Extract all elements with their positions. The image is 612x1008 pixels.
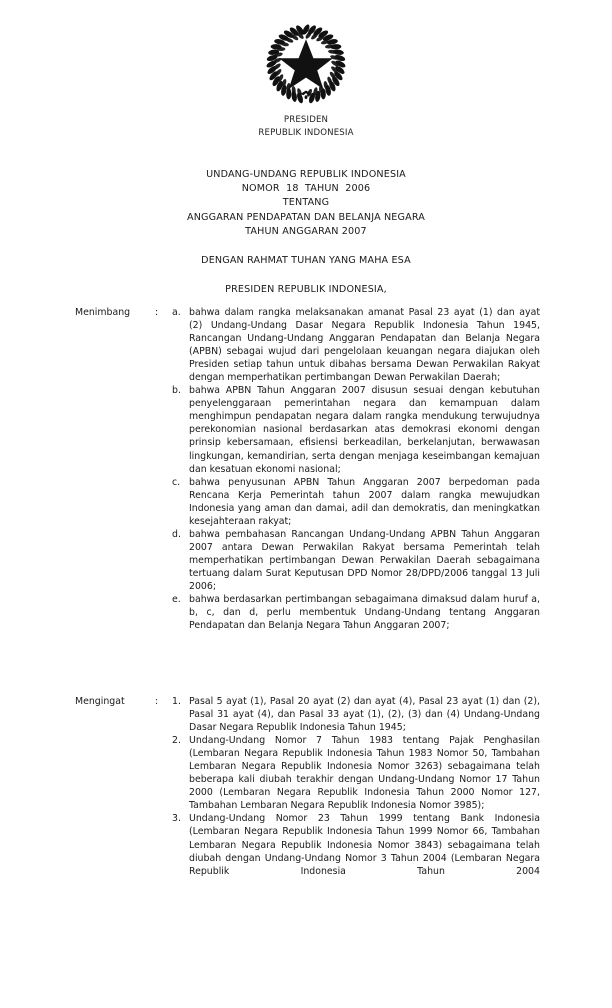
title-line-fiscal-year: TAHUN ANGGARAN 2007 [245, 225, 367, 237]
menimbang-marker-a: a. [172, 307, 181, 318]
mengingat-item-2 [172, 734, 540, 812]
menimbang-items [172, 306, 540, 632]
title-line-number: NOMOR 18 TAHUN 2006 [241, 183, 371, 195]
menimbang-text-e: bahwa berdasarkan pertimbangan sebagaimana dimaksud dalam huruf a, b, c, dan d, perlu membentuk Undang-Undang tentang Anggaran Pendapatan dan Belanja Negara Tahun Anggaran 2007; [189, 594, 540, 632]
mengingat-text-1: Pasal 5 ayat (1), Pasal 20 ayat (2) dan ayat (4), Pasal 23 ayat (1) dan (2), Pasal 31 ayat (4), dan Pasal 33 ayat (1), (2), (3) dan (4) Undang-Undang Dasar Negara Republik Indonesia Tahun 1945; [189, 696, 540, 734]
title-line-tentang: TENTANG [282, 197, 330, 209]
letterhead [0, 22, 612, 139]
mengingat-marker-1: 1. [172, 696, 181, 707]
mengingat-marker-3: 3. [172, 813, 181, 825]
indonesia-presidential-seal-icon [264, 22, 348, 106]
letterhead-caption-line-2: REPUBLIK INDONESIA [258, 127, 354, 138]
mengingat-text-3: Undang-Undang Nomor 23 Tahun 1999 tentang Bank Indonesia (Lembaran Negara Republik Indonesia Tahun 1999 Nomor 66, Tambahan Lembaran Negara Republik Indonesia Nomor 3843) sebagaimana telah diubah dengan Undang-Undang Nomor 3 Tahun 2004 (Lembaran Negara Republik Indonesia Tahun 2004 [189, 813, 540, 877]
title-line-subject: ANGGARAN PENDAPATAN DAN BELANJA NEGARA [187, 211, 425, 223]
mengingat-colon: : [155, 696, 159, 707]
document-title-block [0, 168, 612, 297]
section-menimbang [75, 306, 540, 632]
mengingat-label: Mengingat [75, 696, 125, 707]
title-spacer-1 [0, 239, 612, 254]
menimbang-item-a [172, 306, 540, 384]
menimbang-item-d [172, 528, 540, 593]
menimbang-text-a: bahwa dalam rangka melaksanakan amanat Pasal 23 ayat (1) dan ayat (2) Undang-Undang Dasar Negara Republik Indonesia Tahun 1945, Rancangan Undang-Undang Anggaran Pendapatan dan Belanja Negara (APBN) sebagai wujud dari pengelolaan keuangan negara diajukan oleh Presiden setiap tahun untuk dibahas bersama Dewan Perwakilan Rakyat dengan memperhatikan pertimbangan Dewan Perwakilan Daerah; [189, 307, 540, 384]
mengingat-marker-2: 2. [172, 735, 181, 747]
title-line-blessing: DENGAN RAHMAT TUHAN YANG MAHA ESA [201, 255, 411, 267]
menimbang-marker-c: c. [172, 476, 181, 488]
menimbang-colon: : [155, 307, 159, 318]
menimbang-item-b [172, 384, 540, 475]
title-spacer-2 [0, 268, 612, 283]
menimbang-item-c [172, 476, 540, 528]
mengingat-item-1 [172, 695, 540, 734]
menimbang-text-c: bahwa penyusunan APBN Tahun Anggaran 2007 berpedoman pada Rencana Kerja Pemerintah tahun 2007 dalam rangka mewujudkan Indonesia yang aman dan damai, adil dan demokratis, dan meningkatkan kesejahteraan rakyat; [189, 476, 540, 527]
menimbang-marker-b: b. [172, 385, 181, 397]
letterhead-caption-line-1: PRESIDEN [283, 115, 329, 125]
mengingat-items [172, 695, 540, 878]
menimbang-text-d: bahwa pembahasan Rancangan Undang-Undang APBN Tahun Anggaran 2007 antara Dewan Perwakilan Rakyat bersama Pemerintah telah memperhatikan pertimbangan Dewan Perwakilan Daerah sebagaimana tertuang dalam Surat Keputusan DPD Nomor 28/DPD/2006 tanggal 13 Juli 2006; [189, 528, 540, 592]
title-line-president: PRESIDEN REPUBLIK INDONESIA, [225, 284, 387, 296]
letterhead-caption [0, 114, 612, 139]
title-line-republic: UNDANG-UNDANG REPUBLIK INDONESIA [206, 169, 406, 180]
mengingat-text-2: Undang-Undang Nomor 7 Tahun 1983 tentang Pajak Penghasilan (Lembaran Negara Republik Indonesia Tahun 1983 Nomor 50, Tambahan Lembaran Negara Republik Indonesia Nomor 3263) sebagaimana telah beberapa kali diubah terakhir dengan Undang-Undang Nomor 17 Tahun 2000 (Lembaran Negara Republik Indonesia Tahun 2000 Nomor 127, Tambahan Lembaran Negara Republik Indonesia Nomor 3985); [189, 735, 540, 812]
menimbang-label: Menimbang [75, 307, 131, 318]
menimbang-marker-e: e. [172, 594, 181, 606]
menimbang-text-b: bahwa APBN Tahun Anggaran 2007 disusun sesuai dengan kebutuhan penyelenggaraan pemerintahan negara dan kemampuan dalam menghimpun pendapatan negara dalam rangka mendukung terwujudnya perekonomian nasional berdasarkan atas demokrasi ekonomi dengan prinsip kebersamaan, efisiensi berkeadilan, berkelanjutan, berwawasan lingkungan, kemandirian, serta dengan menjaga keseimbangan kemajuan dan kesatuan ekonomi nasional; [189, 385, 540, 475]
section-mengingat [75, 695, 540, 878]
menimbang-marker-d: d. [172, 528, 181, 540]
mengingat-item-3 [172, 812, 540, 877]
menimbang-item-e [172, 593, 540, 632]
